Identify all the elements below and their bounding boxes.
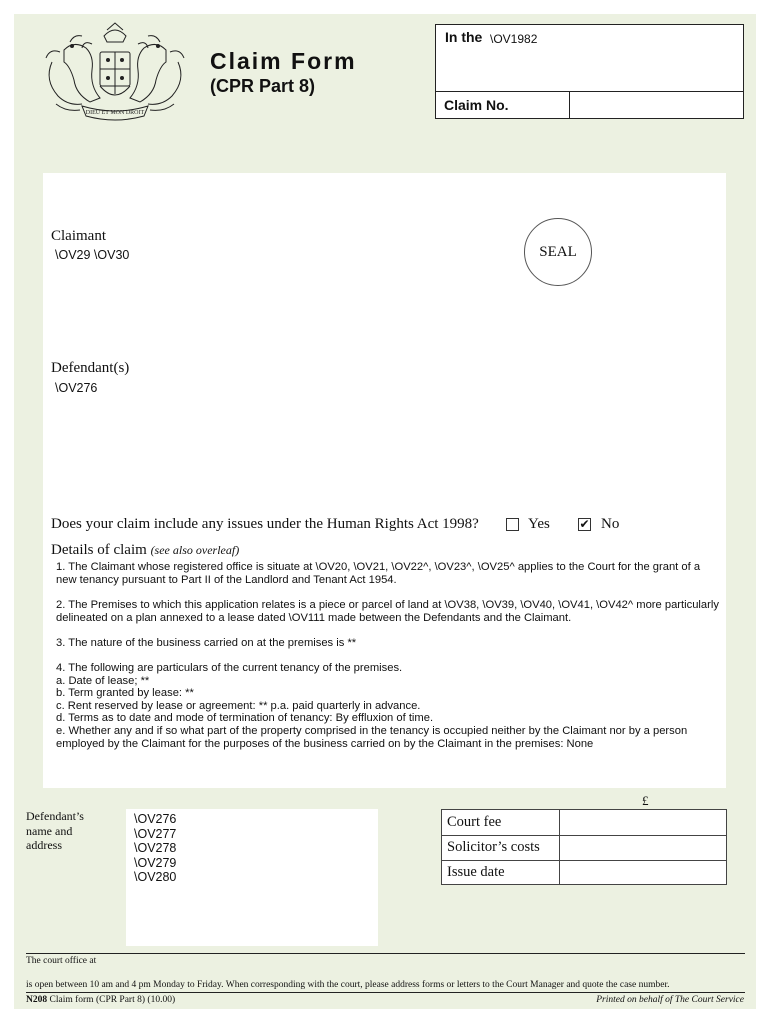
form-reference	[26, 995, 175, 1005]
yes-label: Yes	[528, 516, 550, 532]
address-line: \OV280	[134, 870, 177, 884]
in-the-label: In the	[445, 29, 483, 45]
claimant-label: Claimant	[51, 228, 106, 244]
fee-label: Issue date	[447, 864, 505, 880]
defendant-address-label	[26, 809, 84, 853]
form-name: Claim form (CPR Part 8) (10.00)	[49, 995, 176, 1005]
address-line: \OV278	[134, 841, 177, 855]
tenancy-item-c: c. Rent reserved by lease or agreement: ** p.a. paid quarterly in advance.	[56, 699, 421, 712]
printed-by: Printed on behalf of The Court Service	[596, 995, 744, 1005]
human-rights-question: Does your claim include any issues under the Human Rights Act 1998?	[51, 516, 479, 532]
tenancy-item-b: b. Term granted by lease: **	[56, 687, 194, 700]
fee-label: Court fee	[447, 814, 502, 830]
court-details-box	[435, 24, 744, 119]
address-line: \OV279	[134, 855, 177, 870]
court-office-label: The court office at	[26, 956, 97, 966]
form-subtitle: (CPR Part 8)	[210, 76, 316, 96]
court-name-field[interactable]: \OV1982	[490, 32, 538, 46]
form-title: Claim Form	[210, 48, 357, 74]
tenancy-item-a: a. Date of lease; **	[56, 674, 150, 687]
issue-date-field[interactable]	[559, 860, 728, 885]
court-seal	[524, 218, 592, 286]
opening-hours-text: is open between 10 am and 4 pm Monday to Friday. When corresponding with the court, please address forms or letters to the Court Manager and quote the case number.	[26, 980, 670, 990]
details-paragraph-3: 3. The nature of the business carried on at the premises is **	[56, 637, 357, 649]
fee-row-issue-date	[442, 860, 726, 885]
crest-motto: DIEU ET MON DROIT	[85, 110, 145, 116]
court-box-divider	[436, 91, 743, 92]
claim-no-field[interactable]	[571, 93, 741, 116]
yes-checkbox[interactable]	[506, 518, 519, 531]
details-heading-text: Details of claim	[51, 542, 147, 558]
no-label: No	[601, 516, 620, 532]
address-line: \OV276	[134, 812, 177, 826]
tenancy-item-d: d. Terms as to date and mode of termination of tenancy: By effluxion of time.	[56, 712, 434, 725]
defendant-address-lines	[134, 812, 176, 885]
address-line: \OV277	[134, 826, 177, 841]
solicitor-costs-field[interactable]	[559, 835, 728, 860]
seal-label: SEAL	[539, 244, 577, 260]
claimant-field[interactable]: \OV29 \OV30	[55, 248, 130, 262]
tenancy-intro: 4. The following are particulars of the current tenancy of the premises.	[56, 662, 403, 674]
claim-no-label: Claim No.	[444, 97, 509, 113]
fee-label: Solicitor’s costs	[447, 839, 540, 855]
court-fee-field[interactable]	[559, 810, 728, 835]
details-paragraph-1: 1. The Claimant whose registered office is situate at \OV20, \OV21, \OV22^, \OV23^, \OV25^ applies to the Court for the grant of a new tenancy pursuant to Part II of the Landlord and Tenant Act 1954.	[56, 561, 701, 586]
defendant-address-label-line: Defendant’s	[26, 809, 84, 823]
defendant-field[interactable]: \OV276	[55, 381, 98, 395]
royal-crest-icon	[42, 22, 188, 126]
details-heading	[51, 542, 239, 559]
defendant-address-label-line: name and	[26, 823, 73, 838]
footer-bottom-divider	[26, 992, 745, 993]
form-code: N208	[26, 995, 48, 1005]
no-checkbox[interactable]	[578, 518, 591, 531]
defendant-label: Defendant(s)	[51, 360, 130, 376]
footer-divider	[26, 953, 745, 954]
claim-no-divider	[569, 91, 570, 118]
fees-table	[441, 809, 727, 885]
details-paragraph-2: 2. The Premises to which this application relates is a piece or parcel of land at \OV38, \OV39, \OV40, \OV41, \OV42^ more particularly delineated on a plan annexed to a lease dated \OV111 made between the Defendants and the Claimant.	[56, 599, 719, 624]
fee-row-solicitor-costs	[442, 835, 726, 861]
defendant-address-label-line: address	[26, 838, 62, 852]
details-heading-note: (see also overleaf)	[150, 543, 240, 557]
tenancy-item-e: e. Whether any and if so what part of the property comprised in the tenancy is occupied neither by the Claimant nor by a person employed by the Claimant for the purposes of the business carried on by the Claimant in the premises: None	[56, 724, 688, 750]
tenancy-particulars	[56, 662, 720, 750]
no-check-mark: ✔	[579, 517, 590, 531]
currency-symbol: £	[642, 793, 649, 808]
fee-row-court-fee	[442, 810, 726, 836]
